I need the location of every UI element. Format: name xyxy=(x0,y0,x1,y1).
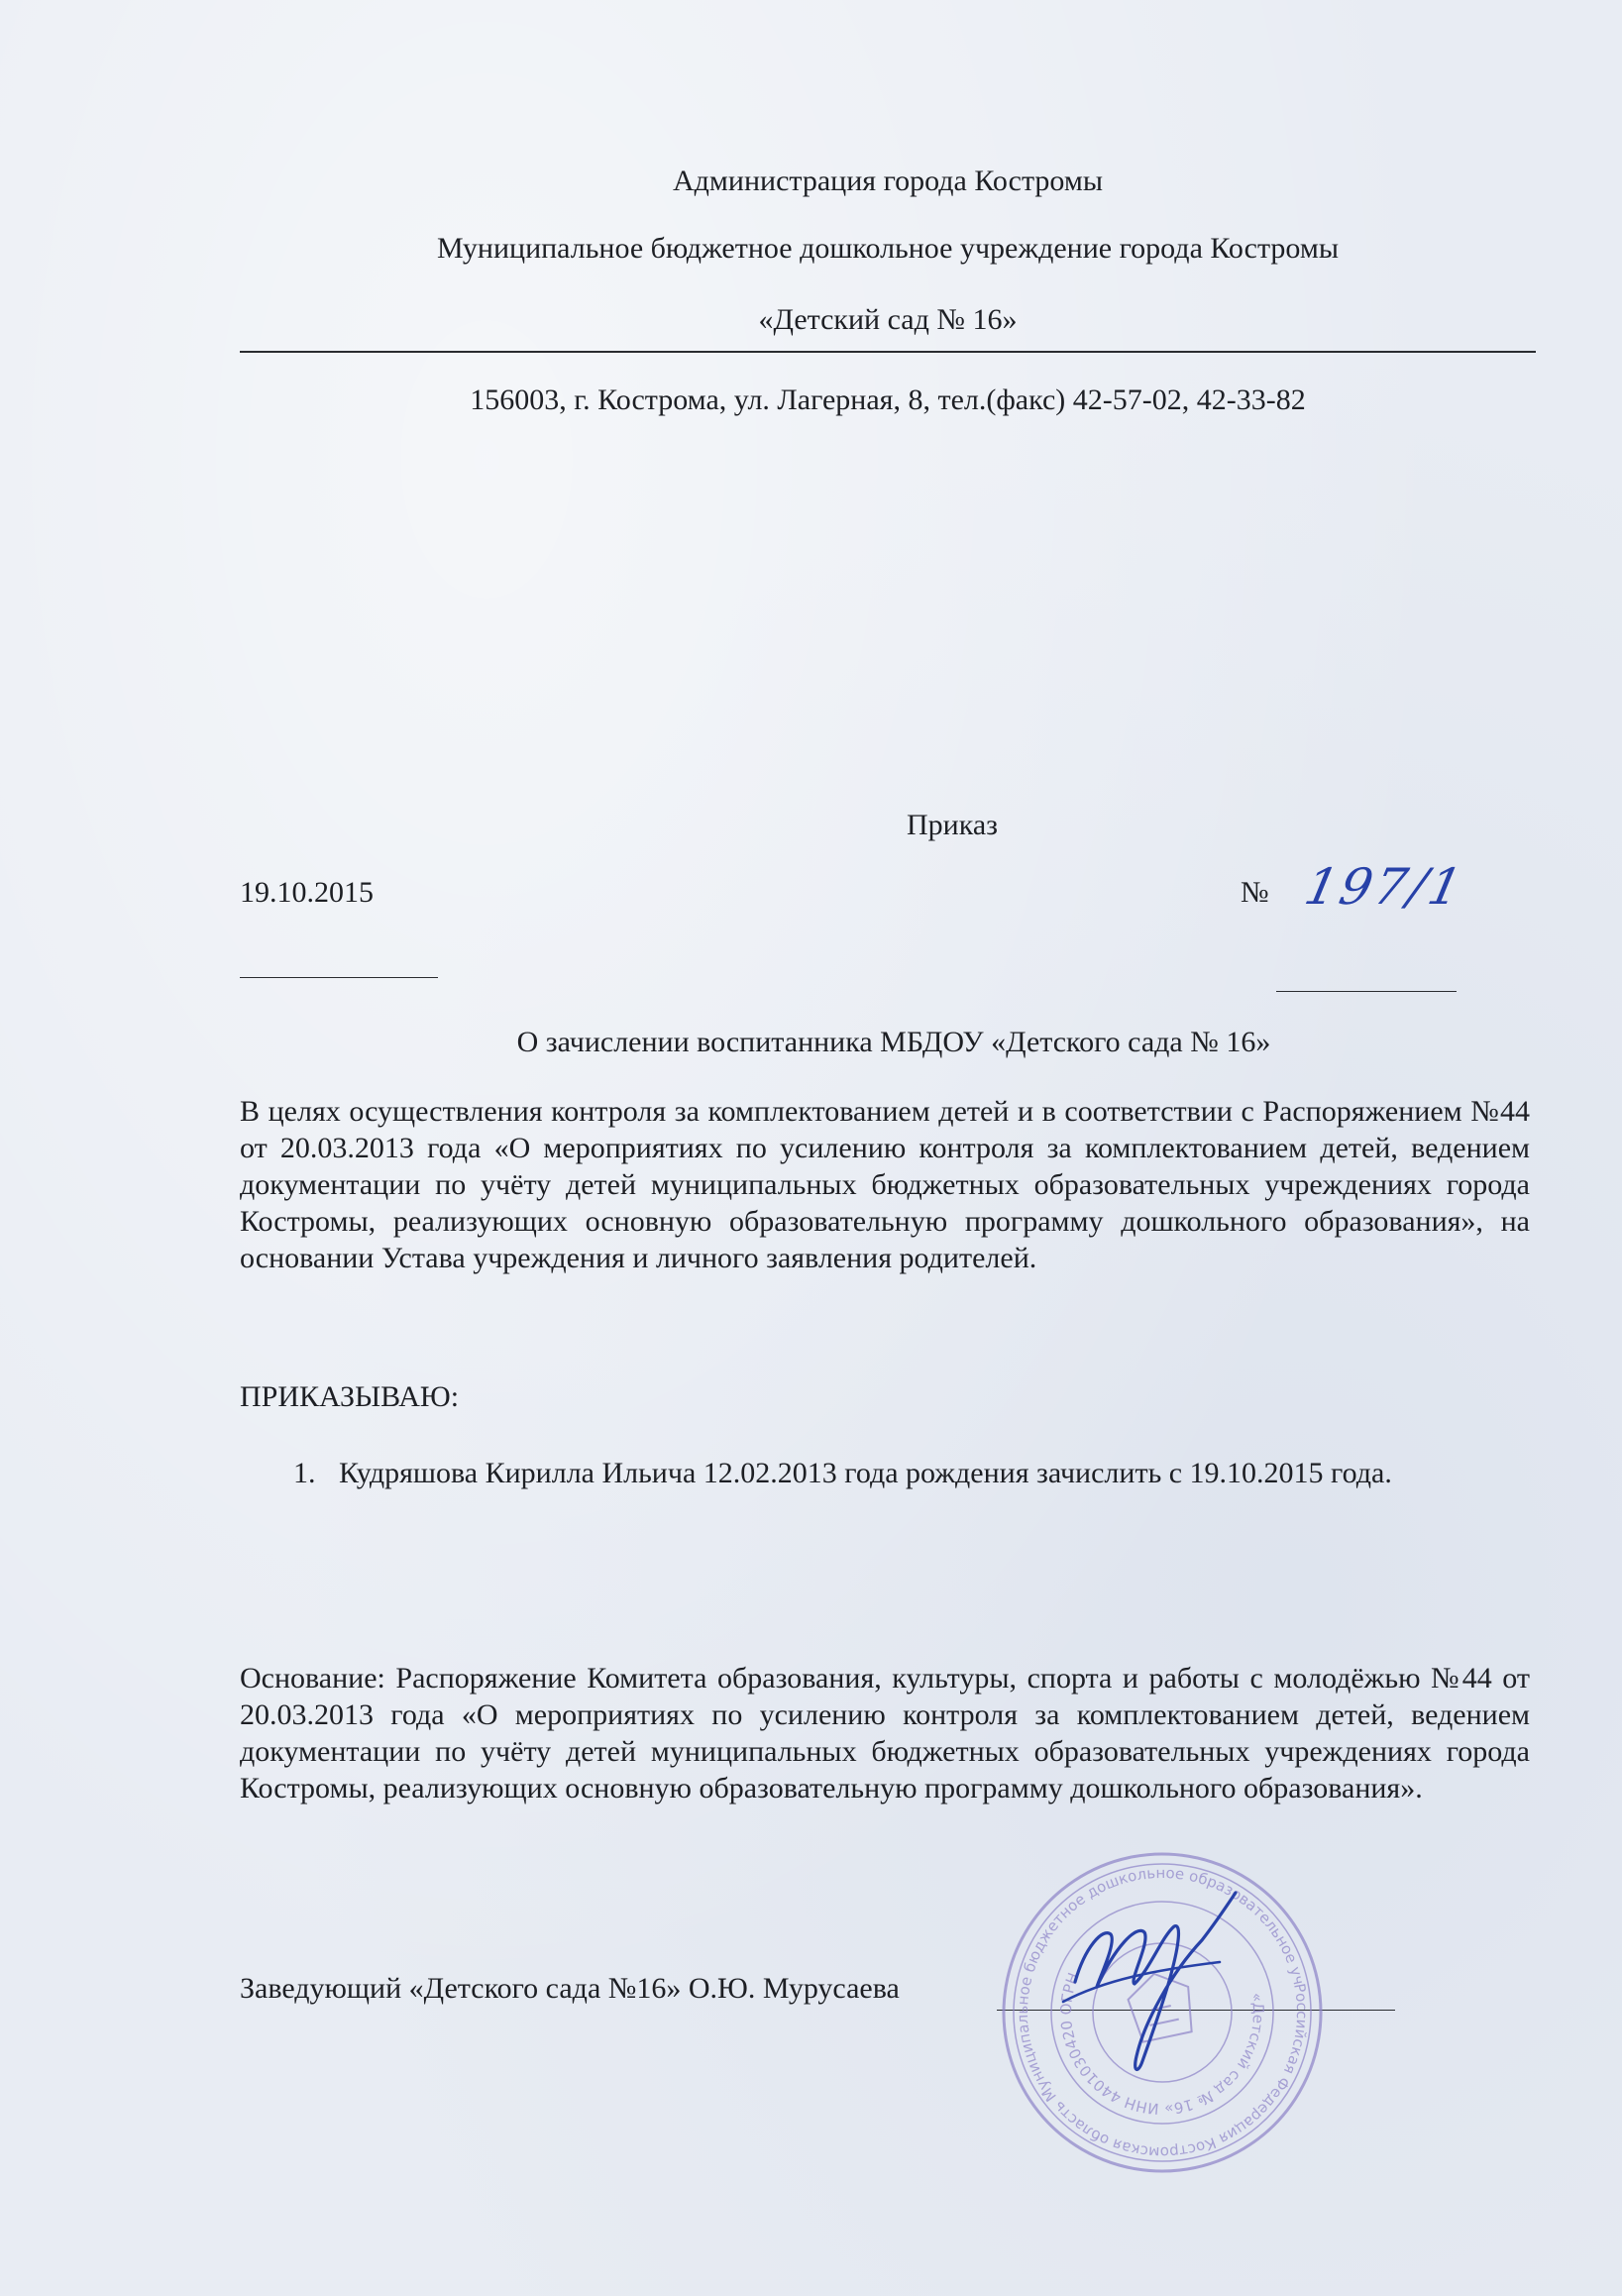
date-underline xyxy=(240,977,438,978)
stamp-inner-text: «Детский сад № 16» ИНН 4401030420 ОГРН xyxy=(1056,1970,1268,2119)
order-date: 19.10.2015 xyxy=(240,876,374,909)
item-1-number: 1. xyxy=(293,1457,316,1489)
number-underline xyxy=(1276,991,1457,992)
basis-paragraph: Основание: Распоряжение Комитета образования, культуры, спорта и работы с молодёжью №44 от 20.03.2013 года «О мероприятиях по усилению контроля за комплектованием детей, ведением документации по учёту детей муниципальных бюджетных образовательных учреждениях города Костромы, реализующих основную образовательную программу дошкольного образования». xyxy=(240,1662,1530,1804)
header-address: 156003, г. Кострома, ул. Лагерная, 8, тел.(факс) 42-57-02, 42-33-82 xyxy=(470,383,1306,416)
item-1-text: Кудряшова Кирилла Ильича 12.02.2013 года рождения зачислить с 19.10.2015 года. xyxy=(339,1457,1392,1489)
header-kindergarten: «Детский сад № 16» xyxy=(758,303,1018,336)
header-institution: Муниципальное бюджетное дошкольное учреждение города Костромы xyxy=(436,232,1340,265)
signature-line-text: Заведующий «Детского сада №16» О.Ю. Мурусаева xyxy=(240,1972,900,2005)
handwritten-signature xyxy=(1045,1853,1263,2081)
order-word: ПРИКАЗЫВАЮ: xyxy=(240,1380,460,1413)
order-title: Приказ xyxy=(906,809,998,841)
stamp-outer-text: Российская Федерация Костромская область Муниципальное бюджетное дошкольное образовательное учреждение xyxy=(1013,1863,1312,2162)
order-number-handwritten: 197/1 xyxy=(1299,858,1470,916)
order-number-label: № xyxy=(1241,876,1269,909)
header-administration: Администрация города Костромы xyxy=(673,164,1103,197)
preamble-paragraph: В целях осуществления контроля за комплектованием детей и в соответствии с Распоряжением №44 от 20.03.2013 года «О мероприятиях по усилению контроля за комплектованием детей, ведением документации по учёту детей муниципальных бюджетных образовательных учреждениях города Костромы, реализующих основную образовательную программу дошкольного образования», на основании Устава учреждения и личного заявления родителей. xyxy=(240,1095,1530,1274)
order-subject: О зачислении воспитанника МБДОУ «Детского сада № 16» xyxy=(516,1026,1271,1058)
header-divider xyxy=(240,351,1536,353)
